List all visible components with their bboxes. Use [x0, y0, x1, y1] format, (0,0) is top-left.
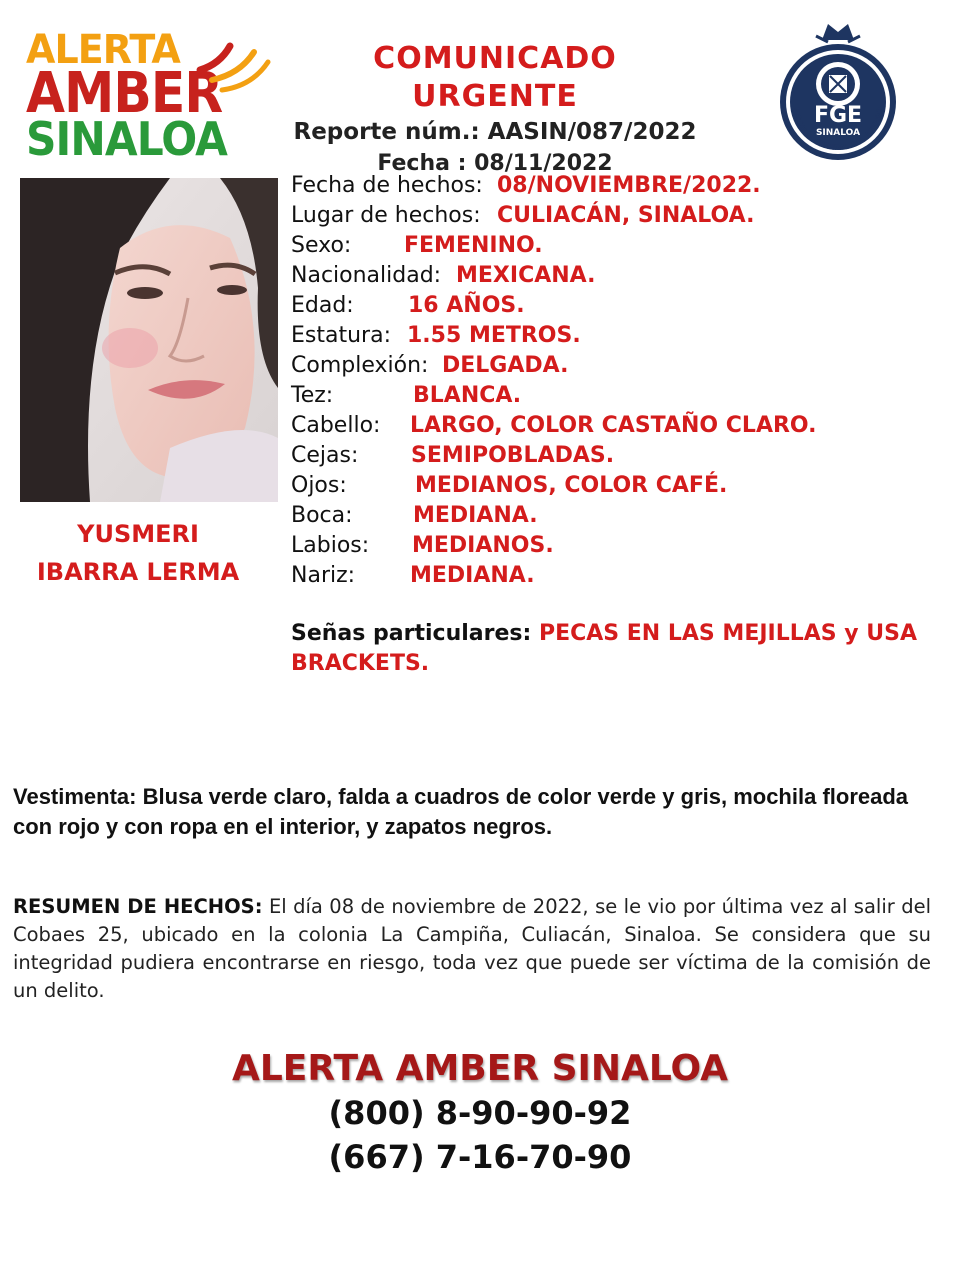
detail-label: Ojos: [291, 473, 347, 498]
detail-row-edad [291, 291, 951, 321]
logo-word-amber: AMBER [26, 61, 223, 126]
contact-footer [180, 1047, 780, 1179]
detail-value: CULIACÁN, SINALOA. [497, 203, 755, 228]
detail-value: LARGO, COLOR CASTAÑO CLARO. [410, 413, 817, 438]
detail-label: Fecha de hechos: [291, 173, 483, 198]
facts-summary [13, 893, 931, 1005]
detail-label: Cejas: [291, 443, 359, 468]
person-portrait-icon [20, 178, 278, 502]
fge-seal [772, 14, 904, 164]
detail-row-nariz [291, 561, 951, 591]
bulletin-date: Fecha : 08/11/2022 [377, 151, 613, 176]
person-name [18, 515, 258, 591]
alert-waves-icon [182, 34, 272, 114]
clothing-value: Blusa verde claro, falda a cuadros de color verde y gris, mochila floreada con rojo y con ropa en el interior, y zapatos negros. [13, 784, 909, 839]
detail-row-sexo [291, 231, 951, 261]
fge-seal-icon [772, 14, 904, 164]
person-last-names: IBARRA LERMA [36, 558, 240, 586]
detail-label: Estatura: [291, 323, 391, 348]
contact-phone-1: (800) 8-90-90-92 [328, 1094, 632, 1132]
seal-abbr: FGE [813, 103, 863, 128]
seal-ring-text: FISCALÍA GENERAL DEL ESTADO [791, 106, 885, 153]
seal-state: SINALOA [815, 128, 861, 138]
facts-summary-text: El día 08 de noviembre de 2022, se le vio por última vez al salir del Cobaes 25, ubicado en la colonia La Campiña, Culiacán, Sinaloa. Se considera que su integridad pudiera encontrarse en riesgo, toda vez que puede ser víctima de la comisión de un delito. [13, 895, 931, 1002]
detail-value: MEDIANA. [410, 563, 535, 588]
detail-label: Complexión: [291, 353, 429, 378]
facts-summary-label: RESUMEN DE HECHOS: [13, 895, 263, 918]
detail-label: Edad: [291, 293, 354, 318]
detail-value: MEDIANOS, COLOR CAFÉ. [415, 473, 728, 498]
detail-label: Sexo: [291, 233, 352, 258]
detail-label: Tez: [291, 383, 334, 408]
detail-label: Cabello: [291, 413, 381, 438]
distinguishing-marks [291, 619, 921, 679]
detail-row-lugar-hechos [291, 201, 951, 231]
detail-value: MEDIANOS. [412, 533, 554, 558]
detail-value: DELGADA. [442, 353, 569, 378]
detail-value: 16 AÑOS. [408, 293, 525, 318]
bulletin-header [285, 40, 705, 180]
clothing-label: Vestimenta: [13, 784, 137, 809]
detail-row-estatura [291, 321, 951, 351]
report-number: Reporte núm.: AASIN/087/2022 [293, 119, 697, 145]
detail-row-ojos [291, 471, 951, 501]
detail-value: 08/NOVIEMBRE/2022. [497, 173, 761, 198]
detail-label: Nariz: [291, 563, 356, 588]
details-list [291, 171, 951, 591]
contact-phone-2: (667) 7-16-70-90 [328, 1138, 632, 1176]
person-first-name: YUSMERI [77, 520, 199, 548]
detail-row-nacionalidad [291, 261, 951, 291]
distinguishing-marks-value: PECAS EN LAS MEJILLAS y USA BRACKETS. [291, 621, 918, 676]
logo-word-sinaloa: SINALOA [26, 112, 228, 166]
detail-value: 1.55 METROS. [407, 323, 581, 348]
footer-title: ALERTA AMBER SINALOA [231, 1048, 729, 1089]
bulletin-title: COMUNICADO URGENTE [373, 41, 617, 114]
detail-row-complexion [291, 351, 951, 381]
detail-row-labios [291, 531, 951, 561]
detail-row-boca [291, 501, 951, 531]
missing-person-photo [20, 178, 278, 502]
logo-word-alerta: ALERTA [26, 27, 180, 73]
clothing-description [13, 782, 943, 842]
detail-value: SEMIPOBLADAS. [411, 443, 615, 468]
detail-label: Boca: [291, 503, 353, 528]
detail-value: MEXICANA. [456, 263, 596, 288]
detail-label: Nacionalidad: [291, 263, 442, 288]
detail-value: MEDIANA. [413, 503, 538, 528]
distinguishing-marks-label: Señas particulares: [291, 621, 532, 646]
detail-row-tez [291, 381, 951, 411]
detail-label: Lugar de hechos: [291, 203, 481, 228]
detail-row-cejas [291, 441, 951, 471]
detail-value: FEMENINO. [404, 233, 543, 258]
detail-value: BLANCA. [413, 383, 522, 408]
detail-label: Labios: [291, 533, 370, 558]
alerta-amber-logo [22, 27, 272, 166]
detail-row-fecha-hechos [291, 171, 951, 201]
detail-row-cabello [291, 411, 951, 441]
